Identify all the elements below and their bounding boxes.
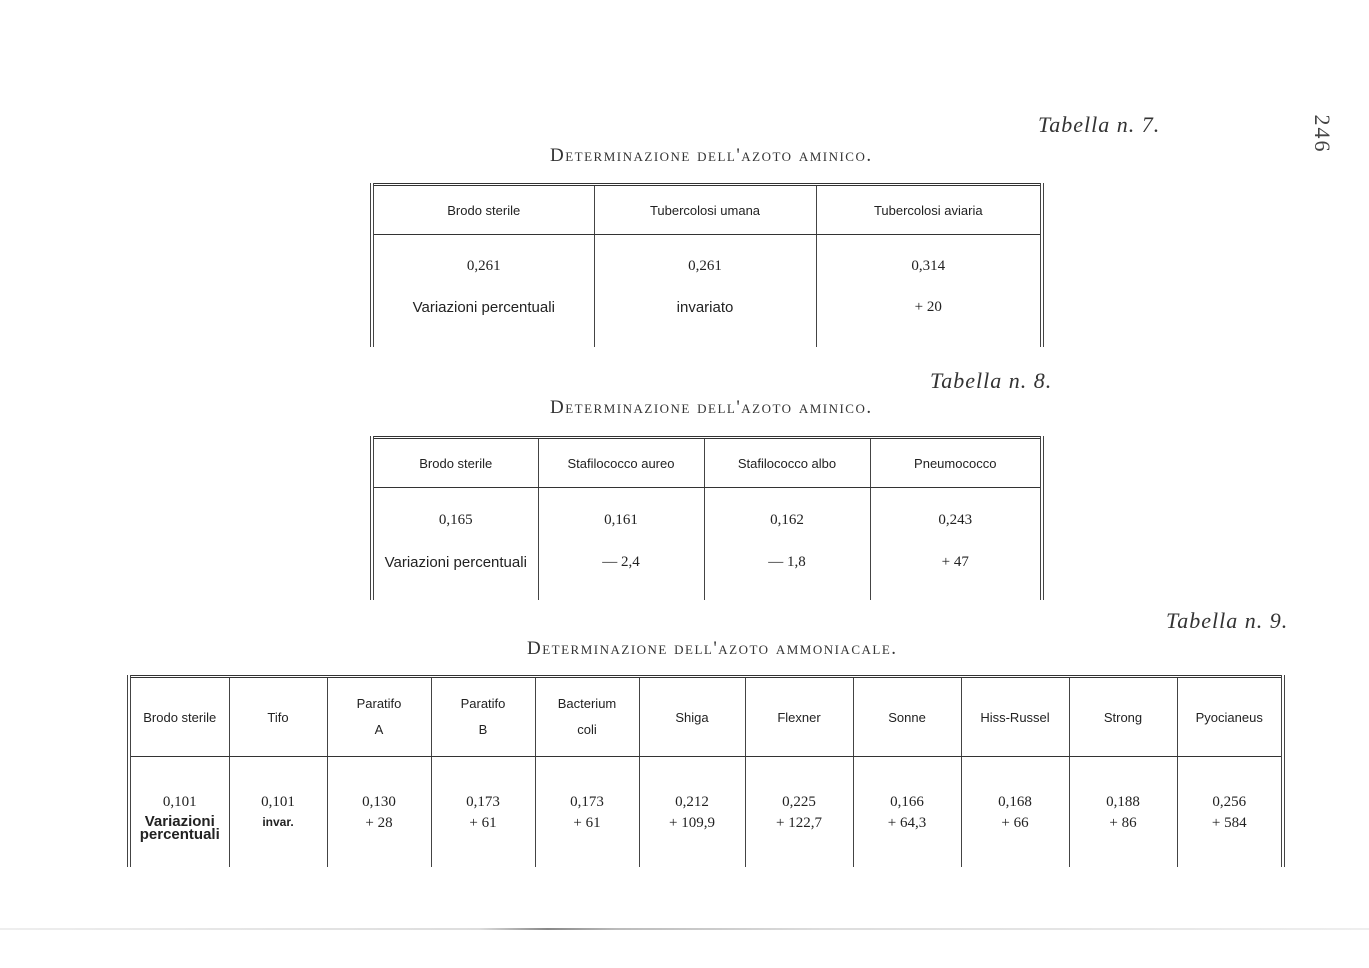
variation-label: Variazioni percentuali [384,553,527,571]
header-cell: Pneumococco [870,438,1042,488]
value-cell: 0,166 [853,757,961,815]
value-cell: 0,173 [535,757,639,815]
header-cell: Tifo [229,677,327,757]
value-cell: 0,225 [745,757,853,815]
variation-cell: invariato [594,299,816,347]
header-cell: Flexner [745,677,853,757]
table-7-title: Determinazione dell'azoto aminico. [550,145,873,166]
header-cell: Brodo sterile [129,677,229,757]
variation-cell: + 66 [961,815,1069,867]
header-cell: Hiss-Russel [961,677,1069,757]
header-cell: Stafilococco albo [704,438,870,488]
tabella-9-label: Tabella n. 9. [1166,608,1289,633]
header-cell: Brodo sterile [372,185,594,235]
header-cell: Tubercolosi umana [594,185,816,235]
value-cell: 0,212 [639,757,745,815]
table-8-title: Determinazione dell'azoto aminico. [550,397,873,418]
value-cell: 0,261 [466,258,501,275]
value-cell: 0,161 [538,488,704,554]
variation-cell: + 584 [1177,815,1283,867]
page-number: 246 [1310,114,1335,154]
table-7 [370,183,1044,347]
table-9 [127,675,1285,867]
table-8 [370,436,1044,600]
header-cell: Tubercolosi aviaria [816,185,1042,235]
variation-cell: invar. [229,815,327,867]
header-cell: Brodo sterile [372,438,538,488]
value-cell: 0,314 [816,235,1042,299]
variation-cell: + 20 [816,299,1042,347]
variation-cell: — 2,4 [538,554,704,600]
variation-cell: — 1,8 [704,554,870,600]
value-cell: 0,101 [229,757,327,815]
variation-label: Variazioni percentuali [412,298,555,316]
header-cell: Paratifo A [327,677,431,757]
variation-cell: + 64,3 [853,815,961,867]
variation-cell: + 61 [431,815,535,867]
variation-cell: + 28 [327,815,431,867]
variation-cell: + 86 [1069,815,1177,867]
value-cell: 0,188 [1069,757,1177,815]
value-cell: 0,101 [162,793,197,810]
header-cell: Shiga [639,677,745,757]
variation-cell: + 122,7 [745,815,853,867]
value-cell: 0,243 [870,488,1042,554]
header-cell: Stafilococco aureo [538,438,704,488]
header-cell: Bacterium coli [535,677,639,757]
variation-label: Variazioni percentuali [139,814,220,843]
tabella-7-label: Tabella n. 7. [1038,112,1161,137]
table-9-title: Determinazione dell'azoto ammoniacale. [527,638,898,659]
header-cell: Pyocianeus [1177,677,1283,757]
value-cell: 0,173 [431,757,535,815]
variation-cell: + 47 [870,554,1042,600]
header-cell: Strong [1069,677,1177,757]
variation-cell: + 61 [535,815,639,867]
value-cell: 0,168 [961,757,1069,815]
value-cell: 0,256 [1177,757,1283,815]
value-cell: 0,261 [594,235,816,299]
tabella-8-label: Tabella n. 8. [930,368,1053,393]
value-cell: 0,130 [327,757,431,815]
value-cell: 0,162 [704,488,870,554]
header-cell: Paratifo B [431,677,535,757]
page-edge-rule [0,928,1369,930]
value-cell: 0,165 [438,512,473,529]
header-cell: Sonne [853,677,961,757]
variation-cell: + 109,9 [639,815,745,867]
